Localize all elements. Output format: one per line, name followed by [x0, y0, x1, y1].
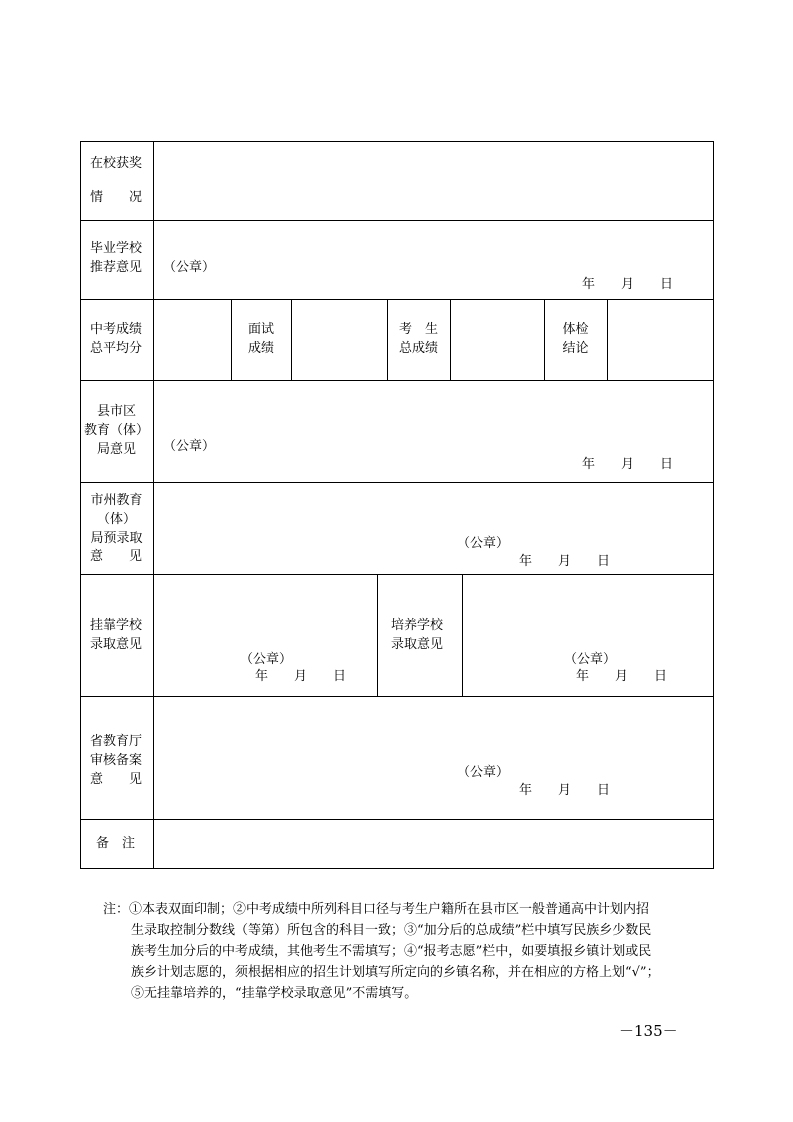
school-recommend-label: 推荐意见 [90, 260, 143, 275]
seal-text: （公章） [163, 439, 216, 454]
zhongkao-score-label: 中考成绩 [90, 322, 143, 337]
city-bureau-field[interactable] [154, 483, 713, 574]
province-field[interactable] [154, 697, 713, 819]
seal-text: （公章） [457, 536, 510, 551]
training-school-label: 录取意见 [391, 637, 444, 652]
training-school-label: 培养学校 [391, 618, 444, 633]
note-line: 族乡计划志愿的，须根据相应的招生计划填写所定向的乡镇名称，并在相应的方格上划“√”； [131, 965, 660, 980]
total-score-label: 总成绩 [398, 341, 438, 356]
date-text: 年 月 日 [576, 669, 668, 684]
seal-text: （公章） [240, 652, 293, 667]
county-bureau-label: 县市区 [96, 404, 136, 419]
date-text: 年 月 日 [582, 457, 674, 472]
awards-label: 情 况 [90, 190, 143, 205]
remarks-field[interactable] [154, 820, 713, 868]
date-text: 年 月 日 [582, 277, 674, 292]
awards-field[interactable] [154, 142, 713, 220]
county-bureau-label: 教育（体） [83, 423, 149, 438]
date-text: 年 月 日 [519, 783, 611, 798]
physical-exam-field[interactable] [608, 300, 713, 380]
interview-score-field[interactable] [292, 300, 387, 380]
county-bureau-label: 局意见 [96, 442, 136, 457]
affiliated-school-label: 录取意见 [90, 637, 143, 652]
note-line: 族考生加分后的中考成绩，其他考生不需填写；④“报考志愿”栏中，如要填报乡镇计划或民 [131, 944, 652, 959]
awards-label: 在校获奖 [90, 156, 143, 171]
school-recommend-label: 毕业学校 [90, 241, 143, 256]
affiliated-school-label: 挂靠学校 [90, 618, 143, 633]
zhongkao-score-label: 总平均分 [90, 341, 143, 356]
province-label: 省教育厅 [90, 734, 143, 749]
note-line: 生录取控制分数线（等第）所包含的科目一致；③“加分后的总成绩”栏中填写民族乡少数民 [131, 923, 652, 938]
city-bureau-label: 意 见 [90, 549, 143, 564]
city-bureau-label: 市州教育 [90, 493, 143, 508]
total-score-field[interactable] [451, 300, 544, 380]
interview-score-label: 成绩 [247, 341, 274, 356]
date-text: 年 月 日 [519, 554, 611, 569]
remarks-label: 备 注 [96, 836, 136, 851]
page-number: －135－ [619, 1022, 678, 1040]
zhongkao-score-field[interactable] [154, 300, 231, 380]
note-line: ⑤无挂靠培养的，“挂靠学校录取意见”不需填写。 [131, 986, 418, 1001]
date-text: 年 月 日 [255, 669, 347, 684]
seal-text: （公章） [163, 260, 216, 275]
note-line: 注：①本表双面印制；②中考成绩中所列科目口径与考生户籍所在县市区一般普通高中计划内招 [103, 902, 650, 917]
total-score-label: 考 生 [398, 322, 438, 337]
city-bureau-label: 局预录取 [90, 531, 143, 546]
seal-text: （公章） [564, 652, 617, 667]
physical-exam-label: 体检 [562, 322, 589, 337]
seal-text: （公章） [457, 765, 510, 780]
interview-score-label: 面试 [247, 322, 274, 337]
province-label: 意 见 [90, 772, 143, 787]
province-label: 审核备案 [90, 753, 143, 768]
city-bureau-label: （体） [96, 512, 136, 527]
cell-divider [377, 574, 378, 696]
physical-exam-label: 结论 [562, 341, 589, 356]
